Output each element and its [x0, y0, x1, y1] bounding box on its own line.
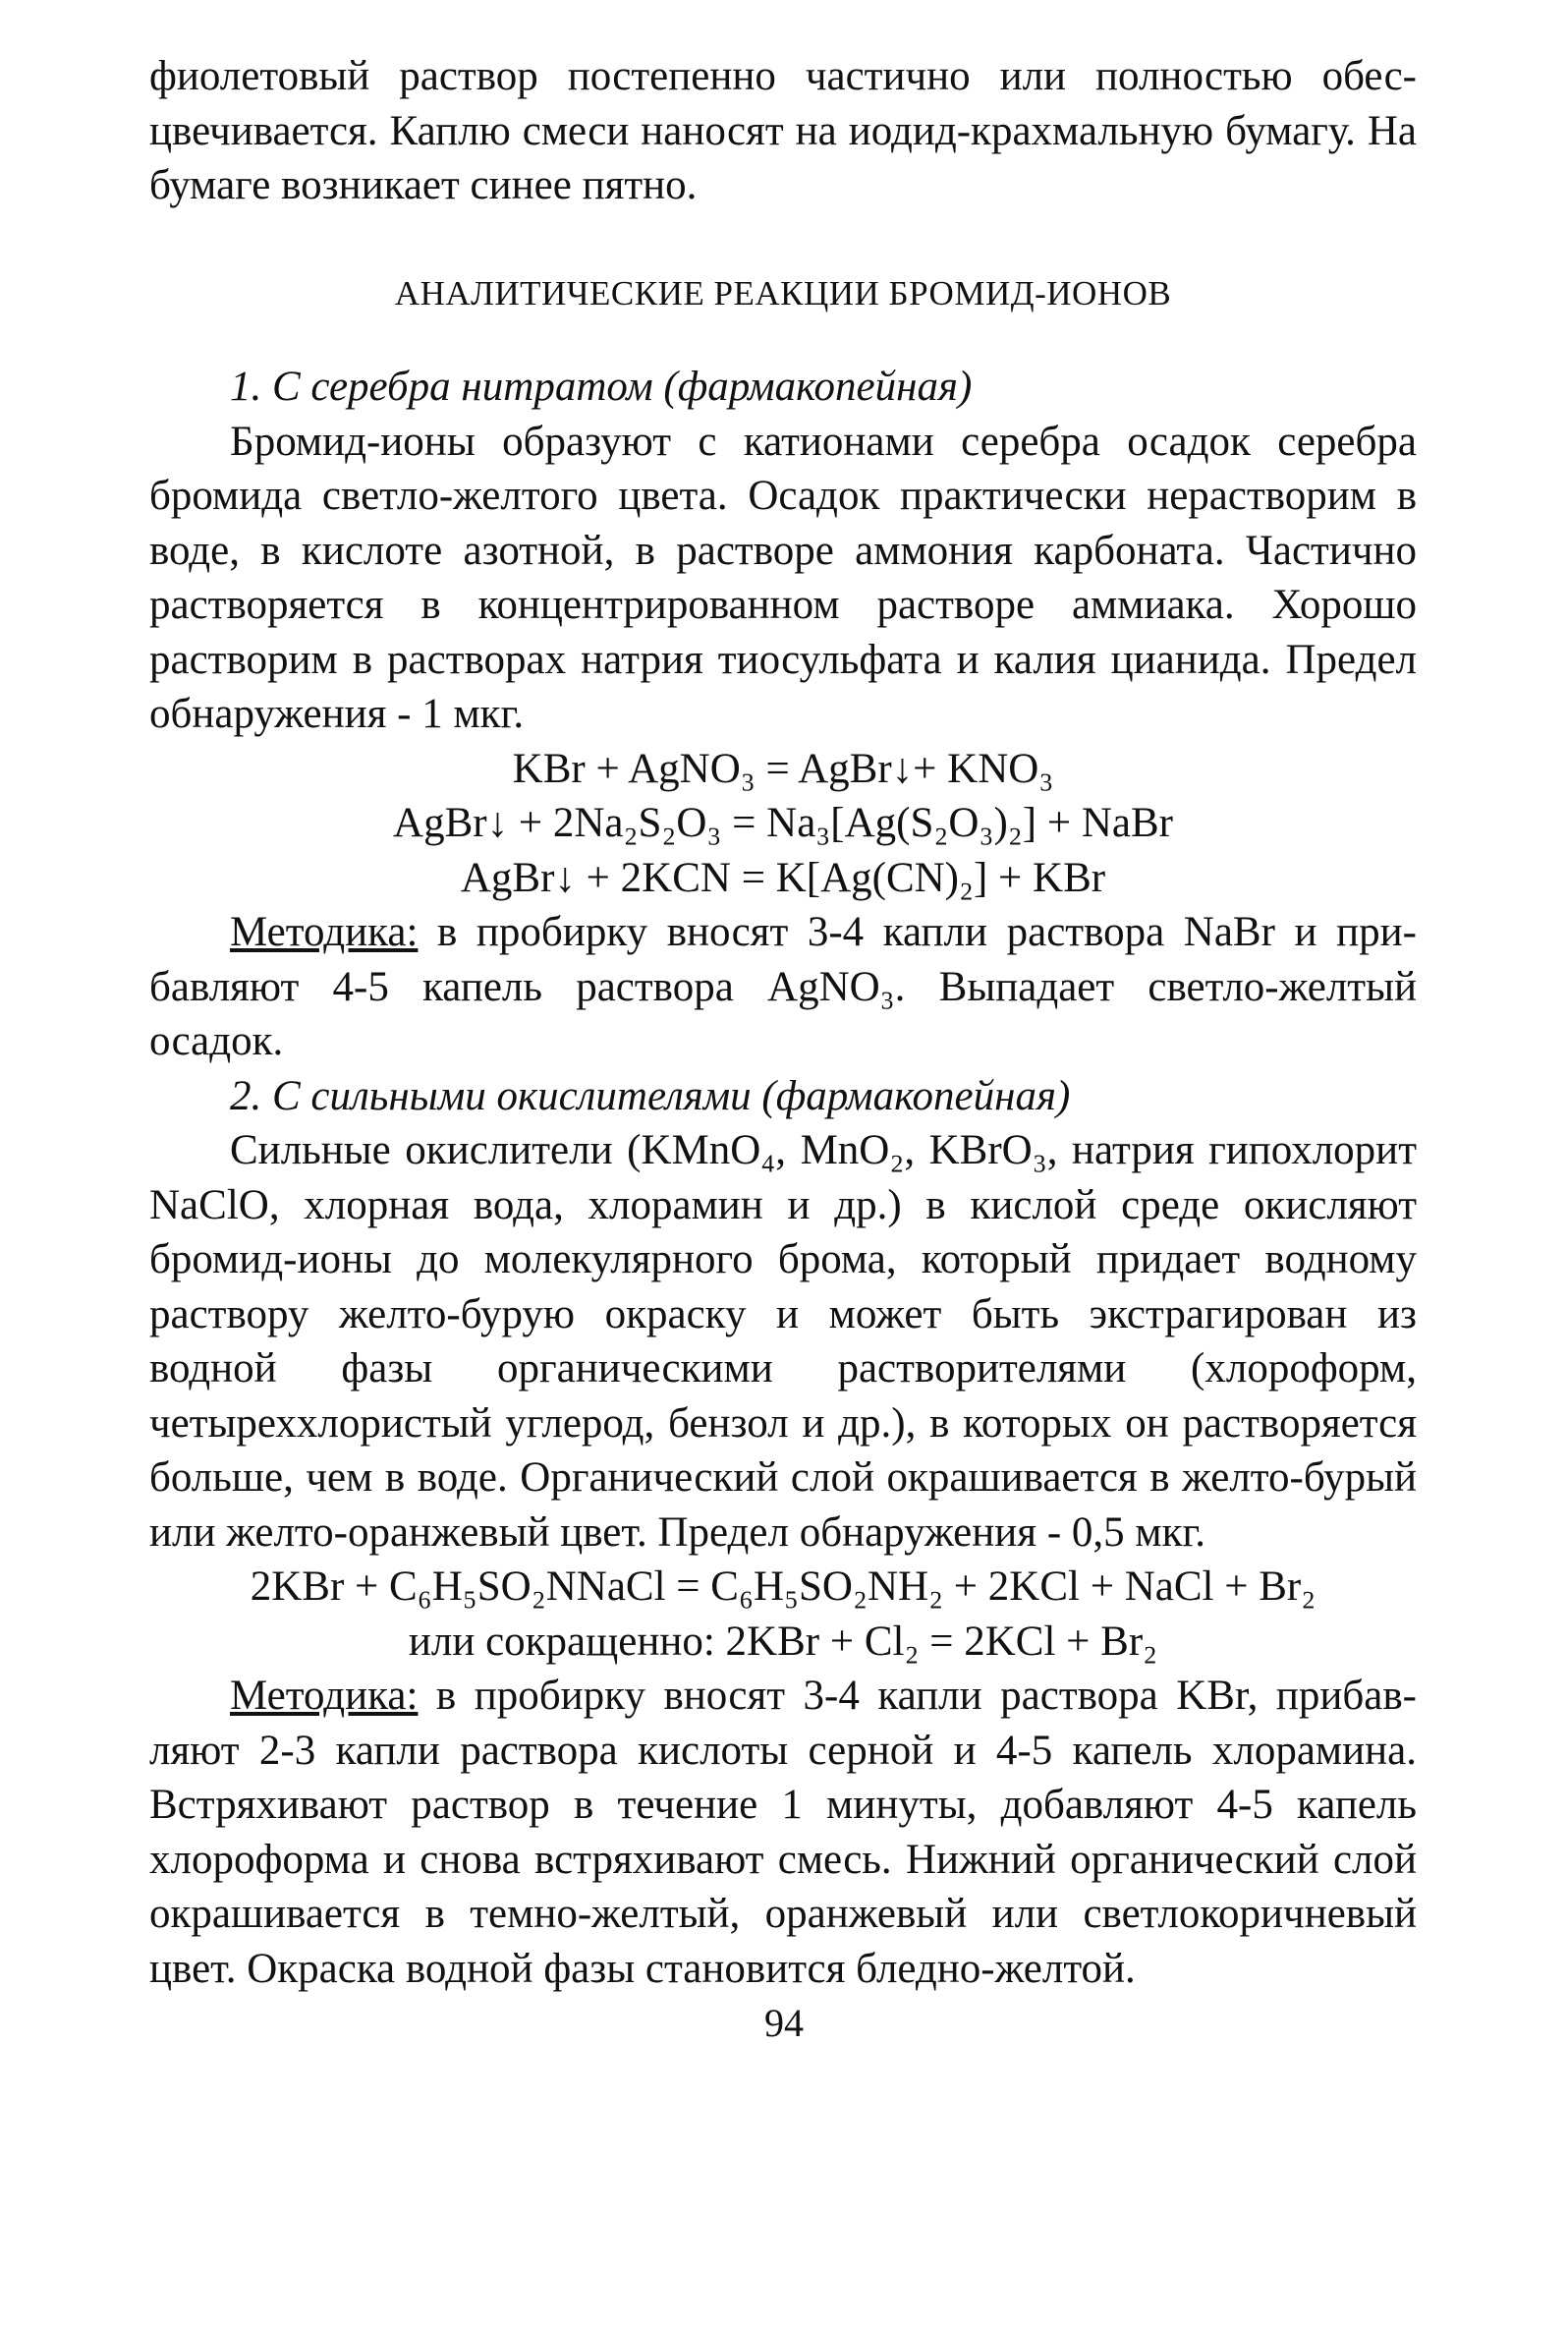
method-text: в пробирку вносят 3-4 капли раствора NaBr и прибавляют 4-5 капель раствора AgNO₃. Выпадает светло-желтый осадок. — [149, 909, 1417, 1064]
page-number: 94 — [764, 2001, 804, 2045]
equation-5: или сокращенно: 2KBr + Cl₂ = 2KCl + Br₂ — [408, 1618, 1158, 1665]
section2-method — [149, 1669, 1417, 1996]
equation-4: 2KBr + C₆H₅SO₂NNaCl = C₆H₅SO₂NH₂ + 2KCl + NaCl + Br₂ — [250, 1563, 1316, 1610]
equation-1: KBr + AgNO₃ = AgBr↓+ KNO₃ — [512, 745, 1054, 792]
equation-2: AgBr↓ + 2Na₂S₂O₃ = Na₃[Ag(S₂O₃)₂] + NaBr — [393, 800, 1173, 846]
intro-paragraph: фиолетовый раствор постепенно частично или полностью обесцвечивается. Каплю смеси наносят на иодид-крахмальную бумагу. На бумаге возникает синее пятно. — [149, 53, 1417, 208]
page-body — [149, 49, 1417, 1996]
equation-3: AgBr↓ + 2KCN = K[Ag(CN)₂] + KBr — [460, 854, 1106, 901]
section1-paragraph: Бромид-ионы образуют с катионами серебра осадок серебра бромида светло-желтого цвета. Осадок практически нерастворим в воде, в кислоте азотной, в растворе аммония карбоната. Частично растворяется в концентрированном растворе аммиака. Хорошо растворим в растворах натрия тиосульфата и калия цианида. Предел обнаружения - 1 мкг. — [149, 418, 1417, 737]
method-text: в пробирку вносят 3-4 капли раствора KBr, прибавляют 2-3 капли раствора кислоты серной и 4-5 капель хлорамина. Встряхивают раствор в течение 1 минуты, добавляют 4-5 капель хлороформа и снова встряхивают смесь. Нижний органический слой окрашивается в темно-желтый, оранжевый или светлокоричневый цвет. Окраска водной фазы становится бледно-желтой. — [149, 1673, 1417, 1992]
section2-title: 2. С сильными окислителями (фармакопейная) — [230, 1072, 1071, 1119]
section1-title: 1. С серебра нитратом (фармакопейная) — [230, 364, 973, 410]
section-heading: АНАЛИТИЧЕСКИЕ РЕАКЦИИ БРОМИД-ИОНОВ — [394, 273, 1172, 312]
section2-paragraph: Сильные окислители (KMnO₄, MnO₂, KBrO₃, натрия гипохлорит NaClO, хлорная вода, хлорамин и др.) в кислой среде окисляют бромид-ионы до молекулярного брома, который придает водному раствору желто-бурую окраску и может быть экстрагирован из водной фазы органическими растворителями (хлороформ, четыреххлористый углерод, бензол и др.), в которых он растворяется больше, чем в воде. Органический слой окрашивается в желто-бурый или желто-оранжевый цвет. Предел обнаружения - 0,5 мкг. — [149, 1127, 1417, 1556]
section1-method — [149, 905, 1417, 1069]
method-label: Методика: — [230, 1673, 419, 1719]
method-label: Методика: — [230, 909, 419, 955]
